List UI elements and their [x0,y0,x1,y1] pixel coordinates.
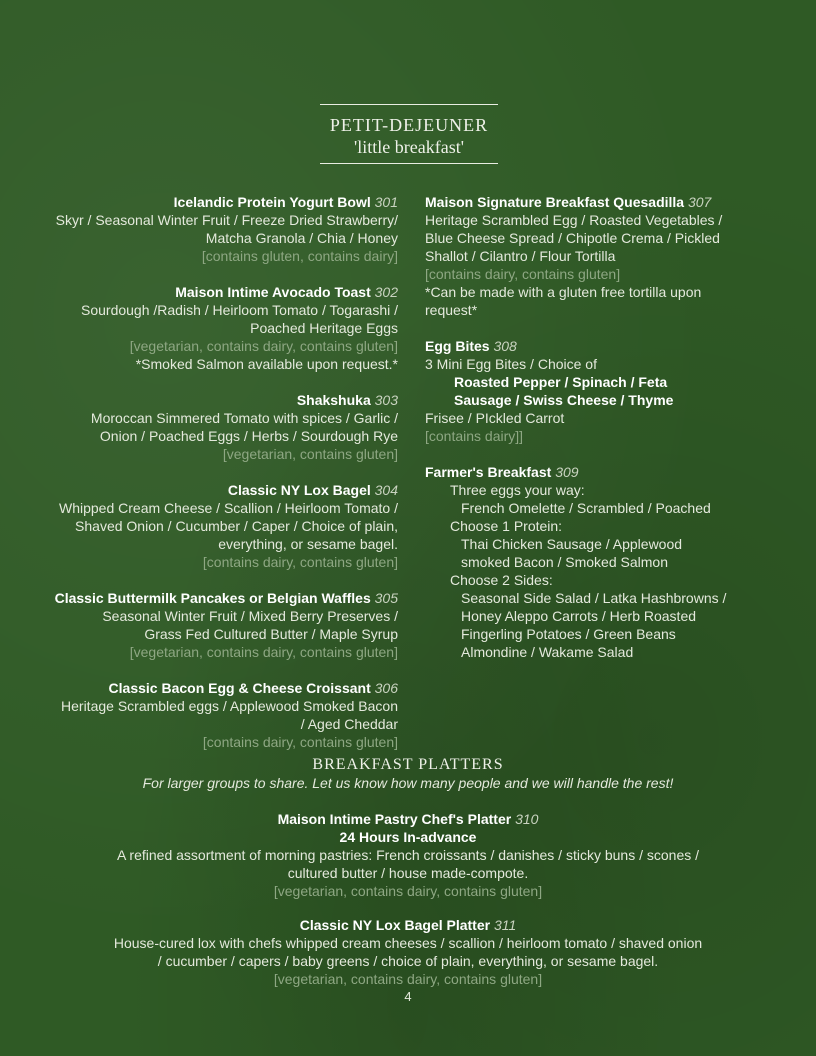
choice-values: Thai Chicken Sausage / Applewood [461,536,683,552]
item-number: 310 [515,811,539,827]
item-dietary-note: [contains dairy, contains gluten] [202,554,398,570]
item-desc: Grass Fed Cultured Butter / Maple Syrup [144,626,398,642]
item-extra-note: *Can be made with a gluten free tortilla upon [425,284,702,300]
item-dietary-note: [contains dairy, contains gluten] [202,734,398,750]
item-desc: / Aged Cheddar [300,716,398,732]
page-number: 4 [404,989,412,1004]
item-name: Classic NY Lox Bagel [227,482,371,498]
menu-item-305 [30,589,398,661]
menu-item-303 [30,391,398,463]
choice-values: Fingerling Potatoes / Green Beans [461,626,676,642]
platters-section-subtitle: For larger groups to share. Let us know how many people and we will handle the rest! [142,775,674,791]
choice-values: smoked Bacon / Smoked Salmon [461,554,668,570]
item-number: 309 [555,464,579,480]
item-dietary-note: [contains dairy, contains gluten] [425,266,621,282]
menu-title-block [320,104,498,164]
item-name: Maison Signature Breakfast Quesadilla [425,194,685,210]
page-subtitle: 'little breakfast' [354,137,464,157]
item-desc: everything, or sesame bagel. [218,536,398,552]
item-number: 305 [374,590,398,606]
item-desc: Poached Heritage Eggs [250,320,398,336]
item-name: Farmer's Breakfast [425,464,552,480]
menu-item-311 [60,916,756,988]
item-number: 311 [493,917,517,933]
item-name: Egg Bites [425,338,490,354]
item-extra-note: request* [425,302,478,318]
right-menu-column [425,193,805,661]
egg-bite-option: Roasted Pepper / Spinach / Feta [454,374,668,390]
choice-values: Almondine / Wakame Salad [461,644,634,660]
item-dietary-note: [vegetarian, contains dairy, contains gluten] [129,644,398,660]
item-name: Maison Intime Avocado Toast [175,284,371,300]
item-dietary-note: [vegetarian, contains dairy, contains gluten] [273,971,543,987]
choice-values: Honey Aleppo Carrots / Herb Roasted [461,608,697,624]
item-name: Shakshuka [296,392,371,408]
item-desc: Skyr / Seasonal Winter Fruit / Freeze Dried Strawberry/ [55,212,398,228]
item-desc: A refined assortment of morning pastries: French croissants / danishes / sticky buns / scones / [116,847,700,863]
item-name: Classic Buttermilk Pancakes or Belgian Waffles [54,590,371,606]
item-name: Maison Intime Pastry Chef's Platter [277,811,512,827]
advance-notice: 24 Hours In-advance [339,829,477,845]
choice-values: Seasonal Side Salad / Latka Hashbrowns / [461,590,727,606]
item-desc: Onion / Poached Eggs / Herbs / Sourdough Rye [99,428,398,444]
platters-section-title: BREAKFAST PLATTERS [312,756,504,773]
item-dietary-note: [vegetarian, contains dairy, contains gluten] [273,883,543,899]
item-number: 307 [687,194,712,210]
item-desc: Shallot / Cilantro / Flour Tortilla [425,248,616,264]
menu-item-302 [30,283,398,373]
item-dietary-note: [contains gluten, contains dairy] [201,248,398,264]
choice-heading: Three eggs your way: [450,482,585,498]
item-desc: cultured butter / house made-compote. [287,865,529,881]
item-dietary-note: [vegetarian, contains gluten] [222,446,398,462]
page-title: PETIT-DEJEUNER [329,115,489,135]
menu-item-310 [60,810,756,900]
item-desc: House-cured lox with chefs whipped cream cheeses / scallion / heirloom tomato / shaved onion [113,935,703,951]
menu-item-301 [30,193,398,265]
item-dietary-note: [vegetarian, contains dairy, contains gluten] [129,338,398,354]
item-desc: Seasonal Winter Fruit / Mixed Berry Preserves / [102,608,398,624]
item-desc: Blue Cheese Spread / Chipotle Crema / Pickled [425,230,720,246]
item-number: 302 [374,284,398,300]
item-desc: Sourdough /Radish / Heirloom Tomato / Togarashi / [81,302,398,318]
menu-item-304 [30,481,398,571]
item-name: Classic NY Lox Bagel Platter [299,917,491,933]
item-extra-note: *Smoked Salmon available upon request.* [135,356,398,372]
item-number: 308 [493,338,517,354]
item-desc: Matcha Granola / Chia / Honey [205,230,398,246]
choice-heading: Choose 2 Sides: [450,572,553,588]
item-desc: Heritage Scrambled eggs / Applewood Smoked Bacon [61,698,398,714]
choice-heading: Choose 1 Protein: [450,518,563,534]
menu-item-309 [425,463,805,661]
item-name: Classic Bacon Egg & Cheese Croissant [108,680,371,696]
menu-item-306 [30,679,398,751]
item-number: 306 [374,680,398,696]
item-dietary-note: [contains dairy]] [425,428,524,444]
item-desc: Heritage Scrambled Egg / Roasted Vegetables / [425,212,723,228]
menu-item-307 [425,193,805,319]
item-desc: Whipped Cream Cheese / Scallion / Heirloom Tomato / [58,500,398,516]
item-desc: Shaved Onion / Cucumber / Caper / Choice of plain, [75,518,398,534]
item-number: 303 [374,392,398,408]
item-desc: Moroccan Simmered Tomato with spices / Garlic / [90,410,398,426]
item-name: Icelandic Protein Yogurt Bowl [173,194,371,210]
left-menu-column [30,193,398,751]
item-number: 301 [374,194,398,210]
item-desc: / cucumber / capers / baby greens / choice of plain, everything, or sesame bagel. [157,953,659,969]
item-desc: Frisee / PIckled Carrot [425,410,565,426]
egg-bite-option: Sausage / Swiss Cheese / Thyme [454,392,674,408]
item-number: 304 [374,482,398,498]
item-desc: 3 Mini Egg Bites / Choice of [425,356,597,372]
choice-values: French Omelette / Scrambled / Poached [461,500,711,516]
menu-item-308 [425,337,805,445]
